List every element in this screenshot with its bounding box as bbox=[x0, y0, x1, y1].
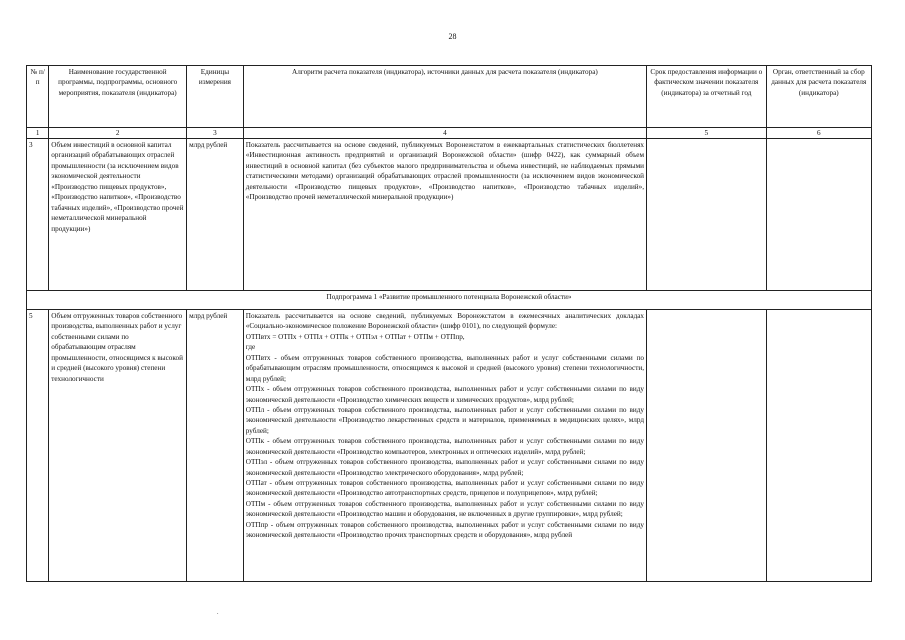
algorithm-intro: Показатель рассчитывается на основе сведений, публикуемых Воронежстатом в ежемесячных аналитических докладах «Социально-экономическое положение Воронежской области» (шифр 0101), по следующей формуле: bbox=[245, 312, 645, 331]
subprogram-title: Подпрограмма 1 «Развитие промышленного потенциала Воронежской области» bbox=[27, 291, 872, 310]
footer-mark: . bbox=[217, 610, 219, 616]
column-number: 3 bbox=[187, 128, 244, 139]
indicator-responsible bbox=[766, 139, 871, 291]
algorithm-where: где bbox=[245, 343, 256, 352]
indicator-name: Объем отгруженных товаров собственного производства, выполненных работ и услуг собственными силами по обрабатывающим отраслям промышленности, относящимся к высокой и средней (высокого уровня) степени технологичности bbox=[49, 310, 187, 582]
indicator-name: Объем инвестиций в основной капитал организаций обрабатывающих отраслей промышленности (за исключением видов экономической деятельности «Производство пищевых продуктов», «Производство напитков», «Производство табачных изделий», «Производство прочей неметаллической минеральной продукции») bbox=[49, 139, 187, 291]
definition-line: ОТПэл - объем отгруженных товаров собственного производства, выполненных работ и услуг собственными силами по виду экономической деятельности «Производство электрического оборудования», млрд рублей; bbox=[245, 458, 645, 477]
definition-line: ОТПат - объем отгруженных товаров собственного производства, выполненных работ и услуг собственными силами по виду экономической деятельности «Производство автотранспортных средств, прицепов и полуприцепов», млрд рублей; bbox=[245, 479, 645, 498]
definition-line: ОТПк - объем отгруженных товаров собственного производства, выполненных работ и услуг собственными силами по виду экономической деятельности «Производство компьютеров, электронных и оптических изделий», млрд рублей; bbox=[245, 437, 645, 456]
header-deadline: Срок предоставления информации о фактическом значении показателя (индикатора) за отчетный год bbox=[647, 66, 767, 128]
table-row bbox=[27, 310, 872, 582]
header-num: № п/п bbox=[27, 66, 49, 128]
header-responsible: Орган, ответственный за сбор данных для расчета показателя (индикатора) bbox=[766, 66, 871, 128]
subprogram-row bbox=[27, 291, 872, 310]
column-number-row bbox=[27, 128, 872, 139]
indicator-table bbox=[26, 65, 872, 582]
header-name: Наименование государственной программы, подпрограммы, основного мероприятия, показателя (индикатора) bbox=[49, 66, 187, 128]
indicator-unit: млрд рублей bbox=[187, 310, 244, 582]
indicator-deadline bbox=[647, 139, 767, 291]
row-number: 5 bbox=[27, 310, 49, 582]
algorithm-formula: ОТПвтх = ОТПх + ОТПл + ОТПк + ОТПэл + ОТПат + ОТПм + ОТПпр, bbox=[245, 332, 465, 341]
header-unit: Единицы измерения bbox=[187, 66, 244, 128]
indicator-algorithm bbox=[243, 310, 646, 582]
definition-line: ОТПх - объем отгруженных товаров собственного производства, выполненных работ и услуг собственными силами по виду экономической деятельности «Производство химических веществ и химических продуктов», млрд рублей; bbox=[245, 385, 645, 404]
indicator-deadline bbox=[647, 310, 767, 582]
definition-line: ОТПм - объем отгруженных товаров собственного производства, выполненных работ и услуг собственными силами по виду экономической деятельности «Производство машин и оборудования, не включенных в другие группировки», млрд рублей; bbox=[245, 499, 645, 519]
indicator-unit: млрд рублей bbox=[187, 139, 244, 291]
column-number: 1 bbox=[27, 128, 49, 139]
definition-line: ОТПпр - объем отгруженных товаров собственного производства, выполненных работ и услуг собственными силами по виду экономической деятельности «Производство прочих транспортных средств и оборудования», млрд рублей bbox=[245, 520, 645, 540]
column-number: 4 bbox=[243, 128, 646, 139]
column-number: 5 bbox=[647, 128, 767, 139]
definition-line: ОТПвтх - объем отгруженных товаров собственного производства, выполненных работ и услуг собственными силами по обрабатывающим отраслям промышленности, относящимся к высокой и средней (высокого уровня) степени технологичности, млрд рублей; bbox=[245, 353, 645, 383]
row-number: 3 bbox=[27, 139, 49, 291]
column-number: 6 bbox=[766, 128, 871, 139]
table-row bbox=[27, 139, 872, 291]
page-number: 28 bbox=[448, 32, 457, 41]
column-number: 2 bbox=[49, 128, 187, 139]
indicator-responsible bbox=[766, 310, 871, 582]
indicator-algorithm: Показатель рассчитывается на основе сведений, публикуемых Воронежстатом в ежеквартальных статистических бюллетенях «Инвестиционная активность предприятий и организаций Воронежской области» (шифр 0422), как суммарный объем инвестиций в основной капитал (без субъектов малого предпринимательства и объема инвестиций, не наблюдаемых прямыми статистическими методами) организаций обрабатывающих отраслей промышленности (за исключением видов экономической деятельности «Производство пищевых продуктов», «Производство напитков», «Производство табачных изделий», «Производство прочей неметаллической минеральной продукции») bbox=[243, 139, 646, 291]
definition-line: ОТПл - объем отгруженных товаров собственного производства, выполненных работ и услуг собственными силами по виду экономической деятельности «Производство лекарственных средств и материалов, применяемых в медицинских целях», млрд рублей; bbox=[245, 405, 645, 435]
header-algorithm: Алгоритм расчета показателя (индикатора), источники данных для расчета показателя (индикатора) bbox=[243, 66, 646, 128]
table-header-row bbox=[27, 66, 872, 128]
